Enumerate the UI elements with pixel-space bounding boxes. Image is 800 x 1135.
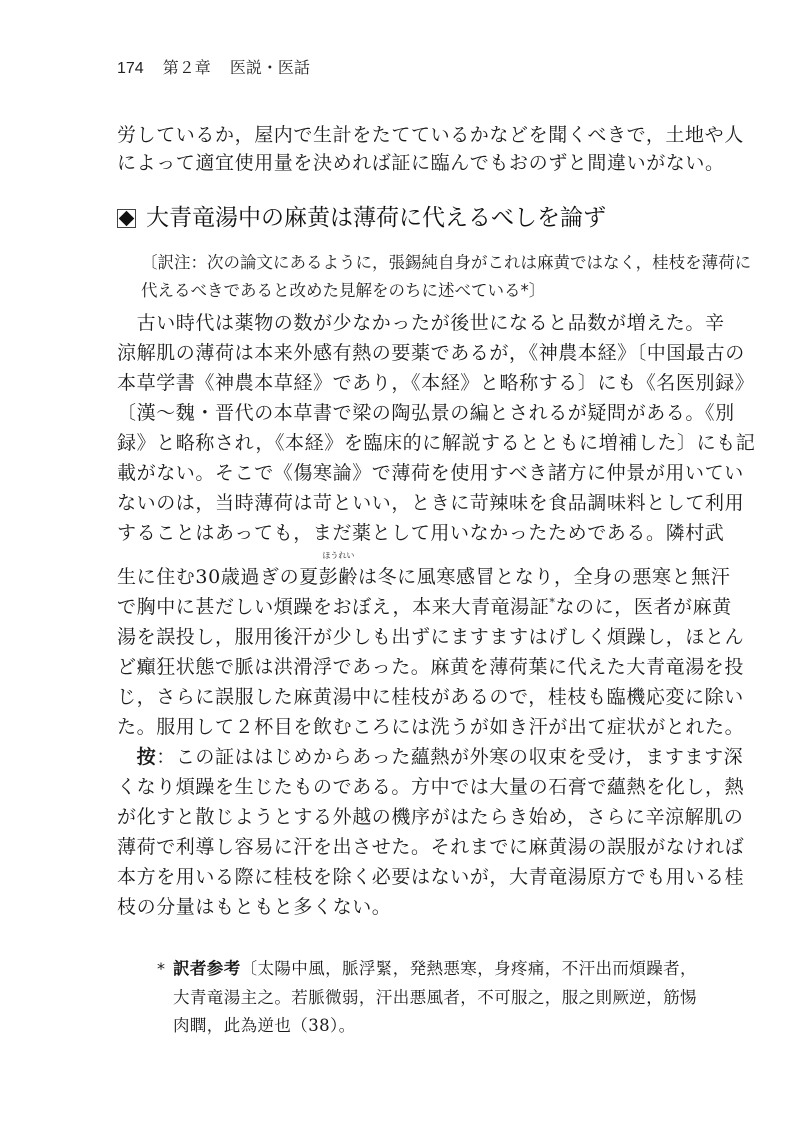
section-heading-text: 大青竜湯中の麻黄は薄荷に代えるべしを論ず [146,205,606,231]
body-line: じ，さらに誤服した麻黄湯中に桂枝があるので，桂枝も臨機応変に除い [117,686,744,708]
commentary-line [117,743,744,771]
ruby-reading: ほうれい [322,551,355,560]
body-line: ど癲狂状態で脈は洪滑浮であった。麻黄を薄荷葉に代えた大青竜湯を投 [117,656,745,678]
body-line: することはあっても，まだ薬として用いなかったためである。隣村武 [117,522,725,544]
footnote-line: 肉瞤，此為逆也（38）。 [173,1016,356,1035]
commentary-line: 薄荷で利導し容易に汗を出させた。それまでに麻黄湯の誤服がなければ [117,836,745,858]
body-line: によって適宜使用量を決めれば証に臨んでもおのずと間違いがない。 [117,152,725,174]
footnote-reference: * [549,596,556,609]
commentary-line: くなり煩躁を生じたものである。方中では大量の石膏で蘊熱を化し，熱 [117,776,745,798]
diamond-bullet-icon [117,209,136,228]
text-segment: は冬に風寒感冒となり，全身の悪寒と無汗 [357,566,731,588]
ruby-base: 彭齢 [318,566,358,588]
body-line: 録》と略称され，《本経》を臨床的に解説するとともに増補した〕にも記 [117,432,756,454]
running-head [117,57,310,80]
commentary-line: 枝の分量はもともと多くない。 [117,896,392,918]
body-line: 湯を誤投し，服用後汗が少しも出ずにますますはげしく煩躁し，ほとん [117,626,745,648]
body-line [117,593,732,621]
body-line: ないのは，当時薄荷は苛といい，ときに苛辣味を食品調味料として利用 [117,492,745,514]
body-line-with-ruby [117,551,731,591]
commentary-label: 按 [136,746,157,768]
body-line: 本草学書《神農本草経》であり，《本経》と略称する〕にも《名医別録》 [117,372,755,394]
text-segment: ：この証ははじめからあった蘊熱が外寒の収束を受け，ますます深 [156,746,744,768]
text-segment: 生に住む30歳過ぎの夏 [117,566,319,588]
chapter-label: 第２章 [162,58,211,77]
commentary-line: が化すと散じようとする外越の機序がはたらき始め，さらに辛涼解肌の [117,806,744,828]
footnote-asterisk: * [157,959,165,978]
body-line: た。服用して２杯目を飲むころには洗うが如き汗が出て症状がとれた。 [117,716,745,738]
commentary-line: 本方を用いる際に桂枝を除く必要はないが，大青竜湯原方でも用いる桂 [117,866,745,888]
body-line: 涼解肌の薄荷は本来外感有熱の要薬であるが，《神農本経》〔中国最古の [117,342,745,364]
footnote-label: 訳者参考 [173,959,241,978]
body-line: 労しているか，屋内で生計をたてているかなどを聞くべきで，土地や人 [117,124,744,146]
text-segment: で胸中に甚だしい煩躁をおぼえ，本来大青竜湯証 [117,596,550,618]
section-heading [117,202,606,234]
ruby-annotated-name [318,551,358,591]
text-segment: なのに，医者が麻黄 [555,596,732,618]
text-segment: 〔太陽中風，脈浮緊，発熱悪寒，身疼痛，不汗出而煩躁者， [240,959,697,978]
translator-note-line: 代えるべきであると改めた見解をのちに述べている*〕 [141,281,546,300]
body-line: 載がない。そこで《傷寒論》で薄荷を使用すべき諸方に仲景が用いてい [117,462,744,484]
chapter-title: 医説・医話 [229,58,310,77]
footnote-line: 大青竜湯主之。若脈微弱，汗出悪風者，不可服之，服之則厥逆，筋惕 [173,988,697,1007]
body-line: 〔漢～魏・晋代の本草書で梁の陶弘景の編とされるが疑問がある。《別 [117,402,735,424]
page-number: 174 [117,60,144,77]
translator-note-line: 〔訳注：次の論文にあるように，張錫純自身がこれは麻黄ではなく，桂枝を薄荷に [141,253,752,272]
body-line: 古い時代は薬物の数が少なかったが後世になると品数が増えた。辛 [117,312,725,334]
footnote-line [173,956,697,982]
